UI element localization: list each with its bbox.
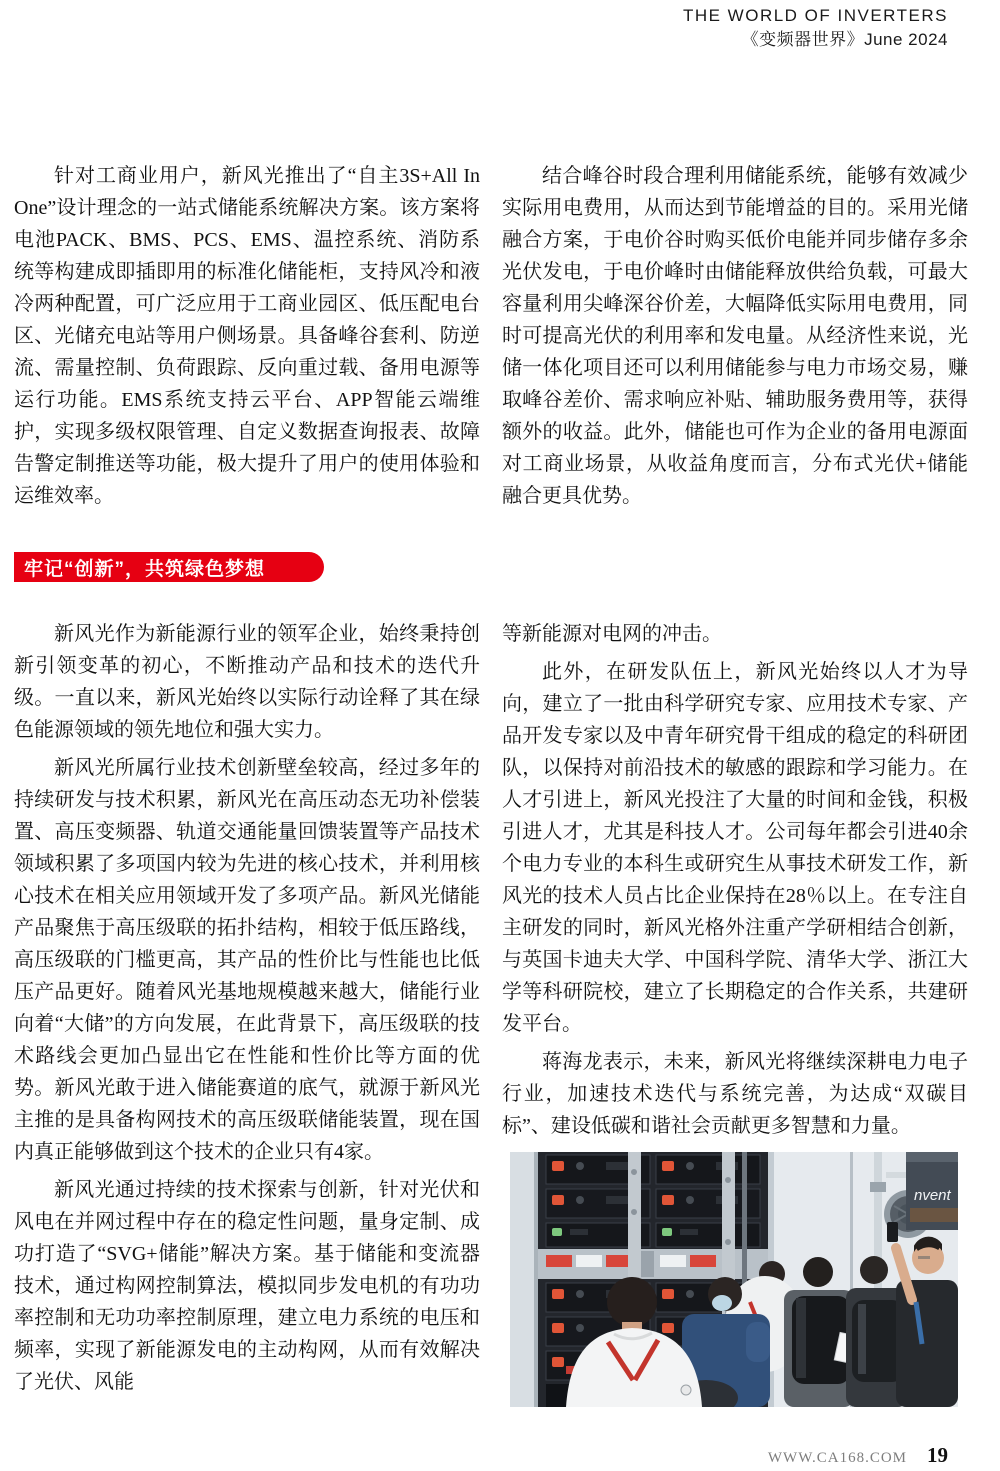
body-paragraph: 蒋海龙表示，未来，新风光将继续深耕电力电子行业，加速技术迭代与系统完善，为达成“双碳目标”、建设低碳和谐社会贡献更多智慧和力量。 xyxy=(502,1051,968,1137)
sign-text: nvent xyxy=(914,1187,951,1204)
body-paragraph: 新风光通过持续的技术探索与创新，针对光伏和风电在并网过程中存在的稳定性问题，量身定制、成功打造了“SVG+储能”解决方案。基于储能和变流器技术，通过构网控制算法，模拟同步发电机的有功功率控制和无功功率控制原理，建立电力系统的电压和频率，实现了新能源发电的主动构网，从而有效解决了光伏、风能 xyxy=(14,1179,480,1393)
page-footer xyxy=(768,1443,948,1468)
footer-page-number: 19 xyxy=(927,1443,948,1467)
issue-line: 《变频器世界》June 2024 xyxy=(741,30,948,49)
booth-sign xyxy=(906,1152,958,1230)
intro-left-column xyxy=(14,160,480,512)
body-left-column xyxy=(14,618,480,1398)
footer-site-url: WWW.CA168.COM xyxy=(767,1450,907,1466)
body-paragraph: 此外，在研发队伍上，新风光始终以人才为导向，建立了一批由科学研究专家、应用技术专家、产品开发专家以及中青年研究骨干组成的稳定的科研团队，以保持对前沿技术的敏感的跟踪和学习能力。在人才引进上，新风光投注了大量的时间和金钱，积极引进人才，尤其是科技人才。公司每年都会引进40余个电力专业的本科生或研究生从事技术研发工作，新风光的技术人员占比企业保持在28％以上。在专注自主研发的同时，新风光格外注重产学研相结合创新，与英国卡迪夫大学、中国科学院、清华大学、浙江大学等科研院校，建立了长期稳定的合作关系，共建研发平台。 xyxy=(502,661,968,1035)
body-right-column xyxy=(502,618,968,1407)
exhibition-photo xyxy=(510,1152,958,1407)
intro-right-paragraph: 结合峰谷时段合理利用储能系统，能够有效减少实际用电费用，从而达到节能增益的目的。采用光储融合方案，于电价谷时购买低价电能并同步储存多余光伏发电，于电价峰时由储能释放供给负载，可最大容量利用尖峰深谷价差，大幅降低实际用电费用，同时可提高光伏的利用率和发电量。从经济性来说，光储一体化项目还可以利用储能参与电力市场交易，赚取峰谷差价、需求响应补贴、辅助服务费用等，获得额外的收益。此外，储能也可作为企业的备用电源面对工商业场景，从收益角度而言，分布式光伏+储能融合更具优势。 xyxy=(502,165,968,507)
page-header xyxy=(683,4,948,52)
intro-right-column xyxy=(502,160,968,512)
smartphone xyxy=(887,1222,898,1242)
section-banner xyxy=(14,552,324,582)
rack-steel-band xyxy=(538,1249,770,1279)
body-paragraph: 等新能源对电网的冲击。 xyxy=(502,623,722,645)
journal-title: THE WORLD OF INVERTERS xyxy=(682,6,948,25)
section-banner-title: 牢记“创新”，共筑绿色梦想 xyxy=(24,558,266,580)
intro-left-paragraph: 针对工商业用户，新风光推出了“自主3S+All In One”设计理念的一站式储能系统解决方案。该方案将电池PACK、BMS、PCS、EMS、温控系统、消防系统等构建成即插即用的标准化储能柜，支持风冷和液冷两种配置，可广泛应用于工商业园区、低压配电台区、光储充电站等用户侧场景。具备峰谷套利、防逆流、需量控制、负荷跟踪、反向重过载、备用电源等运行功能。EMS系统支持云平台、APP智能云端维护，实现多级权限管理、自定义数据查询报表、故障告警定制推送等功能，极大提升了用户的使用体验和运维效率。 xyxy=(14,165,480,507)
body-paragraph: 新风光作为新能源行业的领军企业，始终秉持创新引领变革的初心，不断推动产品和技术的迭代升级。一直以来，新风光始终以实际行动诠释了其在绿色能源领域的领先地位和强大实力。 xyxy=(14,623,480,741)
body-paragraph: 新风光所属行业技术创新壁垒较高，经过多年的持续研发与技术积累，新风光在高压动态无功补偿装置、高压变频器、轨道交通能量回馈装置等产品技术领域积累了多项国内较为先进的核心技术，并利用核心技术在相关应用领域开发了多项产品。新风光储能产品聚焦于高压级联的拓扑结构，相较于低压路线，高压级联的门槛更高，其产品的性价比与性能也比低压产品更好。随着风光基地规模越来越大，储能行业向着“大储”的方向发展，在此背景下，高压级联的技术路线会更加凸显出它在性能和性价比等方面的优势。新风光敢于进入储能赛道的底气，就源于新风光主推的是具备构网技术的高压级联储能装置，现在国内真正能够做到这个技术的企业只有4家。 xyxy=(14,757,480,1163)
